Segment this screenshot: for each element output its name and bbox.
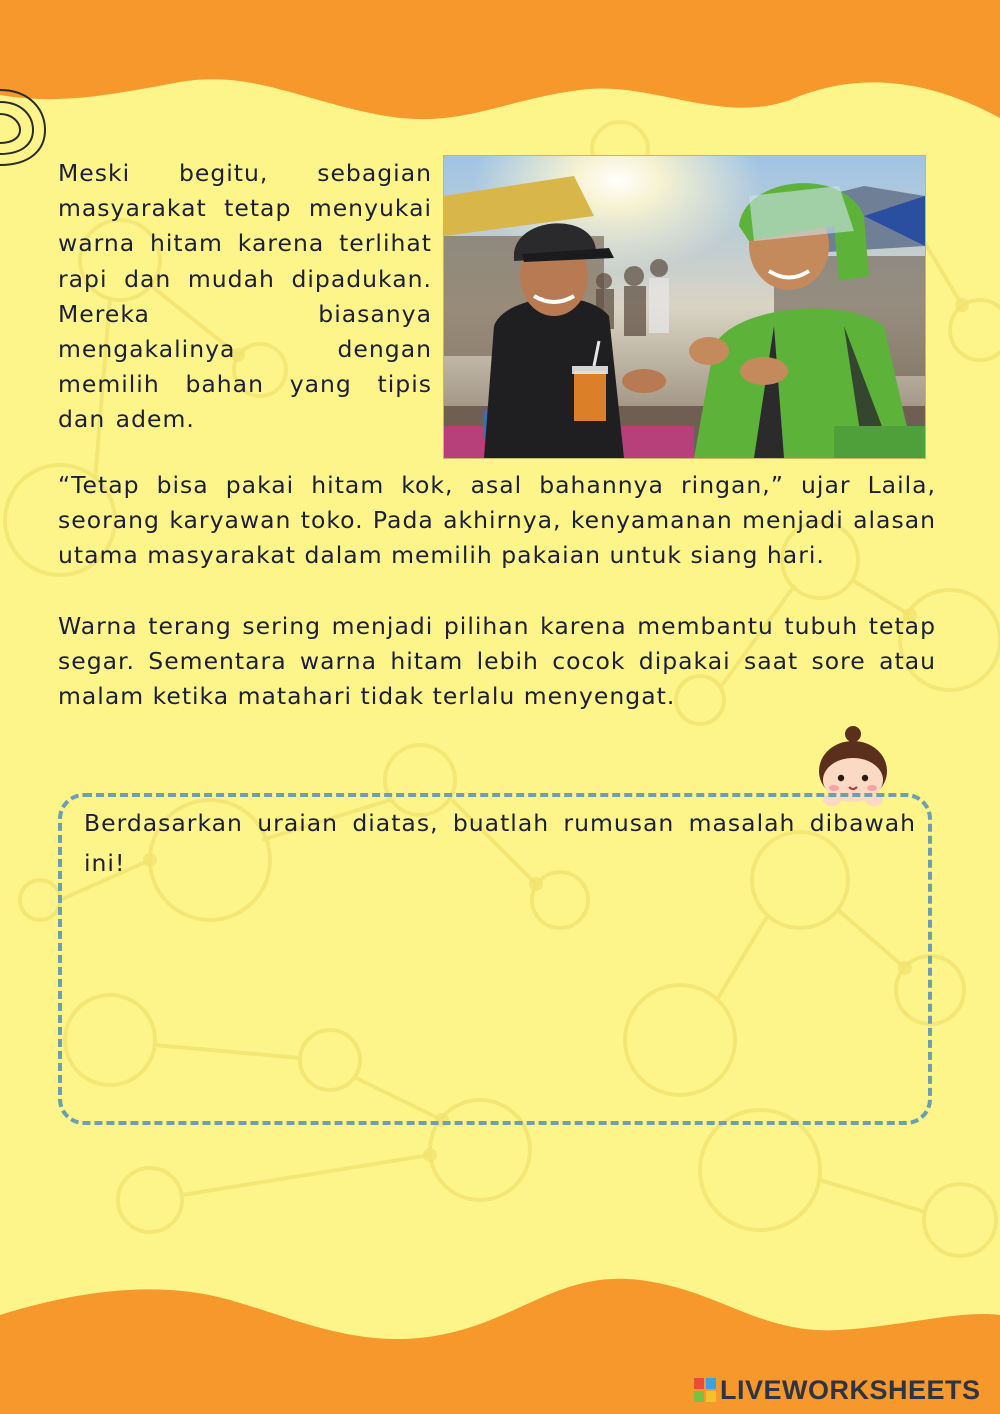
quote-paragraph: “Tetap bisa pakai hitam kok, asal bahannya ringan,” ujar Laila, seorang karyawan toko. Pada akhirnya, kenyamanan menjadi alasan utama masyarakat dalam memilih pakaian untuk siang hari. [58, 471, 936, 570]
market-conversation-photo [443, 155, 926, 459]
top-wave-decoration [0, 0, 1000, 140]
liveworksheets-logo-icon [694, 1378, 716, 1402]
brand-name: LIVEWORKSHEETS [720, 1374, 981, 1405]
question-prompt: Berdasarkan uraian diatas, buatlah rumusan masalah dibawah ini! [84, 809, 916, 877]
intro-paragraph: Meski begitu, sebagian masyarakat tetap menyukai warna hitam karena terlihat rapi dan mudah dipadukan. Mereka biasanya mengakalinya dengan memilih bahan yang tipis dan adem. [58, 159, 432, 434]
liveworksheets-brand[interactable] [694, 1373, 981, 1407]
swirl-decoration-icon [0, 80, 60, 170]
conclusion-paragraph: Warna terang sering menjadi pilihan karena membantu tubuh tetap segar. Sementara warna hitam lebih cocok dipakai saat sore atau malam ketika matahari tidak terlalu menyengat. [58, 612, 936, 711]
